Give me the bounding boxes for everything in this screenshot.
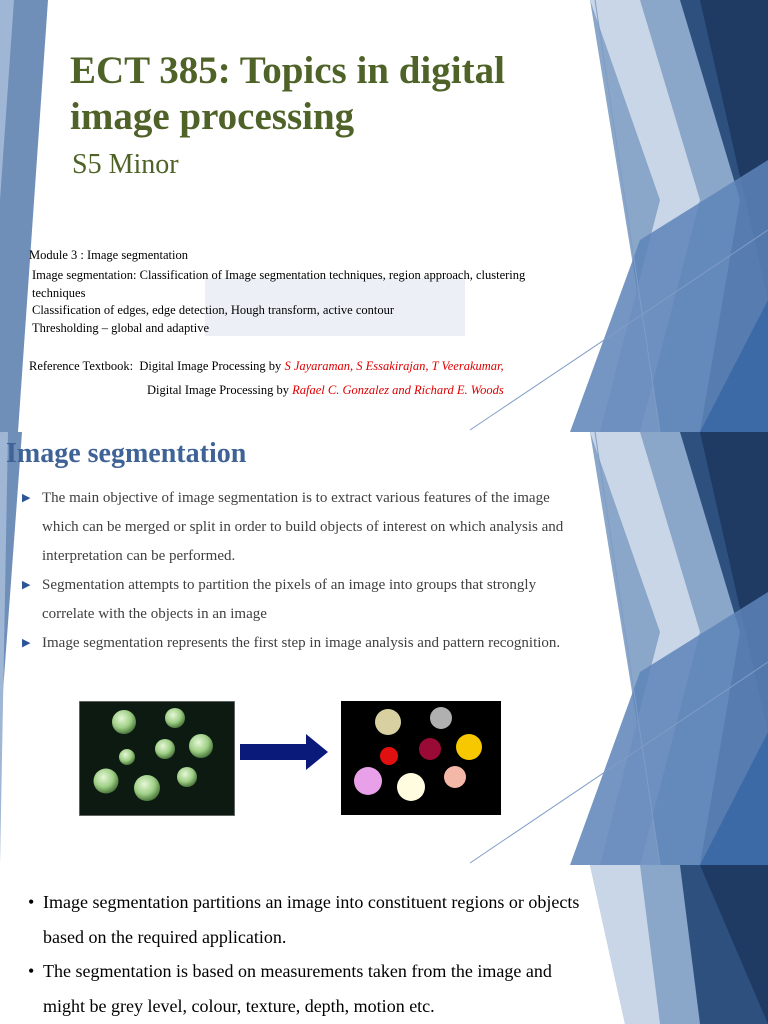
bullet-item — [28, 885, 598, 954]
bullet-list — [28, 885, 598, 1023]
bullet-list — [22, 484, 582, 658]
dot-bullet-icon: • — [28, 961, 35, 981]
topic-list — [32, 267, 572, 337]
bullet-text: The main objective of image segmentation is to extract various features of the image which can be merged or split in order to build objects of interest on which analysis and interpretation can be performed. — [42, 490, 564, 564]
segment-region — [375, 709, 401, 735]
segment-region — [380, 747, 398, 765]
book2-title: Digital Image Processing by — [147, 383, 289, 397]
reference-line-1 — [29, 359, 504, 374]
module-line: Module 3 : Image segmentation — [29, 248, 188, 262]
reference-label: Reference Textbook: — [29, 359, 134, 373]
segmented-image — [341, 701, 501, 815]
segment-region — [397, 773, 425, 801]
slide-subtitle: S5 Minor — [72, 149, 179, 180]
bullet-item — [28, 954, 598, 1023]
book1-title: Digital Image Processing by — [139, 359, 282, 373]
topic-item: Thresholding – global and adaptive — [32, 320, 210, 335]
segment-region — [419, 738, 441, 760]
segment-region — [444, 766, 466, 788]
bullet-text: Image segmentation partitions an image into constituent regions or objects based on the required application. — [43, 892, 580, 947]
bullet-item — [22, 629, 582, 658]
book1-authors: S Jayaraman, S Essakirajan, T Veerakumar, — [284, 359, 504, 373]
section-heading: Image segmentation — [6, 438, 247, 469]
triangle-bullet-icon: ▶ — [22, 492, 31, 504]
triangle-bullet-icon: ▶ — [22, 637, 31, 649]
bullet-text: Image segmentation represents the first step in image analysis and pattern recognition. — [42, 635, 561, 651]
segment-region — [354, 767, 382, 795]
segment-region — [456, 734, 482, 760]
slide-1 — [0, 0, 768, 432]
topic-item: Classification of edges, edge detection, Hough transform, active contour — [32, 303, 395, 317]
bullet-text: Segmentation attempts to partition the pixels of an image into groups that strongly correlate with the objects in an image — [42, 577, 537, 622]
slide-title: ECT 385: Topics in digital image processing — [70, 49, 505, 138]
coins-image — [79, 701, 235, 816]
arrow-right-icon — [240, 732, 330, 772]
slide-2 — [0, 432, 768, 865]
bullet-item — [22, 571, 582, 629]
bullet-item — [22, 484, 582, 571]
slide-3 — [0, 865, 768, 1024]
topic-item: Image segmentation: Classification of Image segmentation techniques, region approach, clustering techniques — [32, 268, 526, 300]
segment-region — [430, 707, 452, 729]
book2-authors: Rafael C. Gonzalez and Richard E. Woods — [292, 383, 504, 397]
reference-line-2 — [147, 383, 504, 398]
dot-bullet-icon: • — [28, 892, 35, 912]
triangle-bullet-icon: ▶ — [22, 579, 31, 591]
bullet-text: The segmentation is based on measurements taken from the image and might be grey level, colour, texture, depth, motion etc. — [43, 961, 552, 1016]
